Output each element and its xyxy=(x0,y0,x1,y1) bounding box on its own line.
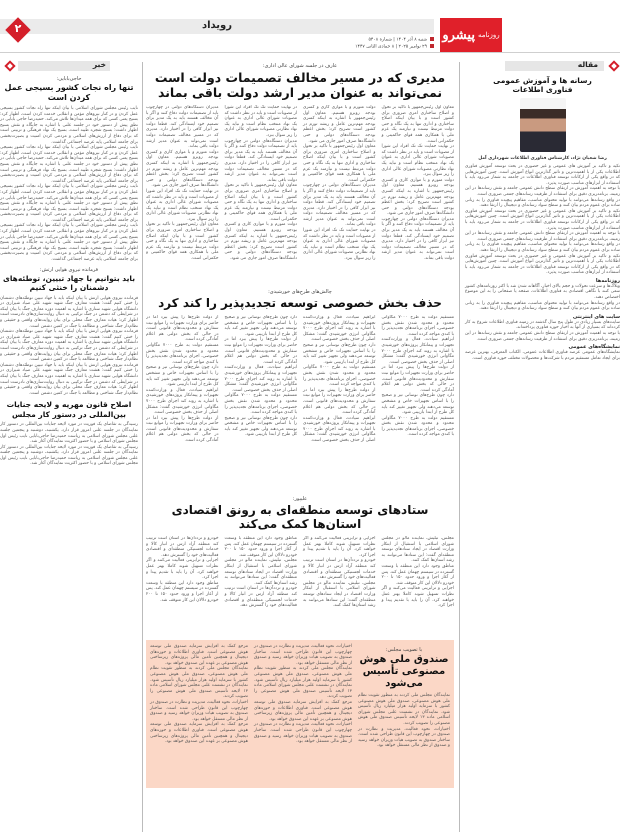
main-news-column xyxy=(146,60,454,837)
article-column xyxy=(465,60,620,837)
masthead-divider xyxy=(0,52,620,53)
bullet-square-icon xyxy=(430,44,434,48)
story-kicker: علیپور: xyxy=(292,496,308,502)
news-body: فرمانده نیروی هوایی ارتش با بیان اینکه باید با جهاد تبیین توطئه‌های دشمنان را خنثی کنیم گفت: هشت معارف جنگ شهید شهید علی صیاد شیرازی در دانشگاه هوایی شهید ستاری با اشاره به اهمیت دوره معارف جنگ با بیان اینکه در شرایطی که دشمن در جنگ ترکیبی به دنبال روایت‌سازی‌های نادرست است اظهار کرد: هیات معارف جنگ محلی برای بیان روایت‌های واقعی و حقیقی و نظام‌دار جنگ شناختی و مطالعه با جنگ در کمین دشمن است. xyxy=(0,295,138,329)
story-body xyxy=(146,105,454,283)
article-paragraph: تکیه و تاکید بر آموزش های عمومی و غیر حضوری در بحث توسعه آموزش فناوری اطلاعات یکی از با اهمیت‌ترین و تاثیر گذارترین انواع آموزش است. چنین آموزش‌هایی که در واقع یکی از ارکانات توسعه فناوری اطلاعات در جامعه به شمار می‌رود باید با استفاده از ابزارهای مناسب صورت پذیرد. xyxy=(465,208,620,231)
story-text-column: خودرو و ترددآن‌ها در استان است ترتیب کند منطقه آزاد ارس در انبار کالا و خدمات لجستیکی منطقه‌ای و اقتصادی فعالیت‌های خود را گسترش دهد. xyxy=(224,586,297,609)
article-paragraph: در واقع رسانه‌ها می‌توانند با تولید محتوای مناسب، مفاهیم پیچیده فناوری را به زبانی ساده برای عموم مردم بیان کنند و سطح سواد رسانه‌ای و دیجیتال را ارتقا دهند. xyxy=(465,300,620,312)
story-text-column: مناطق وجود دارد این منطقه با وسعت گسترده در سیستم چهمان عمل کند. پس از آغاز اجرا و ورود حدود ۱۵۰ تا ۲۰۰ خودرو دلالان این کار متوقف شد. xyxy=(146,580,219,603)
diamond-outline-icon xyxy=(608,60,620,72)
article-paragraph: با توجه به اهمیت آموزش در ارتقای سطح دانش عمومی جامعه و نقش رسانه‌ها در این زمینه، برنامه‌ریزی دقیق برای استفاده از ظرفیت رسانه‌های جمعی ضروری است. xyxy=(465,186,620,197)
story-text-column: مرجع کمک به افزایش سرمایه صندوق ملی توسعه هوش مصنوعی است. فناوری اطلاعات و حوزه‌های دیجیتال و همچنین تأمین مالی پروژه‌های زیرساختی هوش مصنوعی بر عهده این صندوق خواهد بود. xyxy=(150,722,248,745)
story-text-column: دارد چون طرح‌های نوسانی تیر و صحیح را با اساس تجهیزات خاص و مشخص توسعه می‌دهند ولی تجهیز تغییر کند باید کل طرح از ابتدا بازبینی شود. xyxy=(224,315,297,337)
story-headline[interactable]: حذف بخش خصوصی توسعه تجدیدپذیر را کند کرد xyxy=(158,296,442,310)
story-text-column: مدیران دستگاه‌های دولتی در چهارچوب باید از تصمیمات دولت دفاع کنند و اگر با آن مخالف هستند باید به یک مدیر برای تصمیم خود ایستادگی کند. قطعا دولت نیز ابزار کافی را در اختیار دارد. مدیری که در مسیر مخالف تصمیمات دولت است نمی‌تواند به عنوان مدیر ارشد دولت باقی بماند. xyxy=(146,105,219,150)
story-text-column: اختیارات، نحوه فعالیت، مدیریت و نظارت در صندوق در چهارچوب این قانون طراحی شده است. ساختار صندوق به تصویب هیات وزیران خواهد رسید و صندوق از نظر مالی مستقل خواهد بود. xyxy=(254,722,352,745)
story-text-column: در نهایت حمایت تک تک افراد این شورا از مصوبات است و باید در نظر داشت که مصوبات شورای عالی اداری به عنوان یک نهاد منتخب نظام است و نباید یک نهاد نظارتی مصوبات شورای عالی اداری را زیر سوال ببرد. xyxy=(381,144,454,178)
news-body: نایب رئیس مجلس شورای اسلامی با بیان اینکه تنها راه نجات کشور بسیجی عمل کردن و در کنار نیروهای مؤمن و انقلابی خدمت کردن است، اظهار کرد: بسیج یعنی کسی که برای همه میدان‌ها تلاش می‌کند. حمیدرضا حاجی بابایی در نطق پیش از دستور خود در جلسه علنی با اشاره به جایگاه و نقش بسیج اظهار داشت: بسیج شجره طیبه است، بسیج یک نهاد فرهنگی و تربیتی است که برای دفاع از ارزش‌های اسلامی و مردمی کردن امنیت و بصیرت‌بخشی برای جامعه اسلامی پایه عرصه اجتماعی گذاشت. xyxy=(0,106,138,145)
story-text-column: اجرایی و ترابرینی فعالیت می‌کنند و اگر نظرات تسهیل شوند کاملا بهتر عمل خواهند کرد. آن را باید با تقدیم پیدا و اجرا کرد. xyxy=(146,558,219,581)
story-text-column: از دولت طرح‌ها را پیش ببرد اما در حاضر برای وزارت تجهیزات را موانع نبت سفارش و محدودیت‌های قانونی است، در حالی که بخش دولتی هم اعلام آمادگی کرده است. xyxy=(146,415,219,444)
news-kicker: فرمانده نیروی هوایی ارتش: xyxy=(39,266,99,273)
news-headline[interactable]: اصلاح قانون مهریه و لایحه جنایات بین‌المللی در دستور کار مجلس xyxy=(6,400,132,419)
author-caption: رضا شعبان نژاد، کارشناس فناوری اطلاعات شهرداری آمل xyxy=(478,156,607,161)
story-text-column: از دولت طرح‌ها را پیش ببرد اما در حاضر برای وزارت تجهیزات را موانع نبت سفارش و محدودیت‌های قانونی است، در حالی که بخش دولتی هم اعلام آمادگی کرده است. xyxy=(224,337,297,365)
story-text-column: مناطق وجود دارد این منطقه با وسعت گسترده در سیستم چهمان عمل کند. پس از آغاز اجرا و ورود حدود ۱۵۰ تا ۲۰۰ خودرو دلالان این کار متوقف شد. xyxy=(381,563,454,586)
third-story xyxy=(146,496,454,636)
story-text-column: دولت متورم و با موازی کاری و کسری بودجه روبرو هستیم. معاون اول رئیس‌جمهور با اشاره به اینکه کسری بودجه مهم‌ترین عامل و ریشه تورم در کشور است تصریح کرد: بخش اعظم بودجه دستگاه‌های دولتی و حتی دانشگاه‌ها صرف امور جاری می شود. xyxy=(303,105,376,144)
article-headline[interactable]: رسانه ها و آموزش عمومی فناوری اطلاعات xyxy=(493,76,592,94)
article-subhead: نمایشگاه‌های عمومی xyxy=(568,344,620,351)
story-text-column: در نهایت حمایت تک تک افراد این شورا از مصوبات است و باید در نظر داشت که مصوبات شورای عالی اداری به عنوان یک نهاد منتخب نظام است و نباید یک نهاد نظارتی مصوبات شورای عالی اداری را زیر سوال ببرد. xyxy=(224,105,297,138)
story-text-column: دولت متورم و با موازی کاری و کسری بودجه روبرو هستیم. معاون اول رئیس‌جمهور با اشاره به اینکه کسری بودجه مهم‌ترین عامل و ریشه تورم در کشور است تصریح کرد: بخش اعظم بودجه دستگاه‌های دولتی و حتی دانشگاه‌ها صرف امور جاری می شود. xyxy=(146,149,219,189)
story-text-column: اختیارات، نحوه فعالیت، مدیریت و نظارت در صندوق در چهارچوب این قانون طراحی شده است. ساختار صندوق به تصویب هیات وزیران خواهد رسید و صندوق از نظر مالی مستقل خواهد بود. xyxy=(150,699,248,722)
section-header-article xyxy=(465,60,620,72)
story-headline[interactable]: صندوق ملی هوش مصنوعی تأسیس می‌شود xyxy=(359,654,449,689)
news-body: رسیدگی به تقاضای یک فوریت در مورد لایحه جنایات بین‌المللی در دستور کار نمایندگان در جلسه علنی امروز قرار دارد. یکشنبه، دوشنبه و پنجمین جلسه علنی مجلس شورای اسلامی به ریاست حمیدرضا حاجی‌بابایی نایب رئیس اول مجلس شورای اسلامی و با حضور اکثریت نمایندگان آغاز شد. xyxy=(0,444,138,467)
story-text-column: در نهایت حمایت تک تک افراد این شورا از مصوبات است و باید در نظر داشت که مصوبات شورای عالی اداری به عنوان یک نهاد منتخب نظام است و نباید یک نهاد نظارتی مصوبات شورای عالی اداری را زیر سوال ببرد. xyxy=(303,228,376,262)
story-text-column: مستقیم دولت به طرح ۷۰۰۰ مگاواتی محدود و محدود شدن نقش بخش خصوصی، اجرای برنامه‌های تجدیدپذیر را با کندی مواجه کرده است. xyxy=(381,415,454,438)
story-text-column: مستقیم دولت به طرح ۷۰۰۰ مگاواتی محدود و محدود شدن نقش بخش خصوصی، اجرای برنامه‌های تجدیدپذیر را با کندی مواجه کرده است. xyxy=(224,393,297,416)
logo-name: پیشرو xyxy=(442,27,475,43)
date-line-persian: شنبه ۸ آذر ۱۴۰۴ | شماره ۵۴۰۸ xyxy=(368,37,427,43)
story-text-column: مستقیم دولت به طرح ۷۰۰۰ مگاواتی محدود و محدود شدن نقش بخش خصوصی، اجرای برنامه‌های تجدیدپذیر را با کندی مواجه کرده است. xyxy=(146,342,219,365)
news-headline[interactable]: تنها راه نجات کشور بسیجی عمل کردن است xyxy=(4,83,134,102)
page-number-badge xyxy=(6,18,30,42)
story-text-column: اختیارات، نحوه فعالیت، مدیریت و نظارت در صندوق در چهارچوب این قانون طراحی شده است. ساختار صندوق به تصویب هیات وزیران خواهد رسید و صندوق از نظر مالی مستقل خواهد بود. xyxy=(254,644,352,666)
article-paragraph: تکیه و تاکید بر آموزش های عمومی و غیر حضوری در بحث توسعه آموزش فناوری اطلاعات یکی از با اهمیت‌ترین و تاثیر گذارترین انواع آموزش است. چنین آموزش‌هایی که در واقع یکی از ارکانات توسعه فناوری اطلاعات در جامعه به شمار می‌رود باید با استفاده از ابزارهای مناسب صورت پذیرد. xyxy=(465,164,620,186)
story-body xyxy=(146,315,454,490)
story-text-column: از دولت طرح‌ها را پیش ببرد اما در حاضر برای وزارت تجهیزات را موانع نبت سفارش و محدودیت‌های قانونی است، در حالی که بخش دولتی هم اعلام آمادگی کرده است. xyxy=(146,315,219,343)
story-headline[interactable]: مدیری که در مسیر مخالف تصمیمات دولت است نمی‌تواند به عنوان مدیر ارشد دولت باقی بماند xyxy=(154,70,446,100)
story-text-column: اجرایی و ترابرینی فعالیت می‌کنند و اگر نظرات تسهیل شوند کاملا بهتر عمل خواهند کرد. آن را باید با تقدیم پیدا و اجرا کرد. xyxy=(303,536,376,558)
story-text-column: معاون اول رئیس‌جمهور با تاکید بر تحول و اصلاح ساختاری امری ضروری برای کشور است و با بیان اینکه اصلاح ساختاری و اداری تنها به یک نگاه و حتی دولت مرتبط نیست و نیازمند یک عزم ملی با همکاری همه قوای حاکمیتی و حکمرانی است. xyxy=(146,222,219,262)
news-body: فرمانده نیروی هوایی ارتش با بیان اینکه باید با جهاد تبیین توطئه‌های دشمنان را خنثی کنیم گفت: هشت معارف جنگ شهید شهید علی صیاد شیرازی در دانشگاه هوایی شهید ستاری با اشاره به اهمیت دوره معارف جنگ با بیان اینکه در شرایطی که دشمن در جنگ ترکیبی به دنبال روایت‌سازی‌های نادرست است اظهار کرد: هیات معارف جنگ محلی برای بیان روایت‌های واقعی و حقیقی و نظام‌دار جنگ شناختی و مطالعه با جنگ در کمین دشمن است. xyxy=(0,362,138,396)
story-kicker: چالش‌های طرح‌های خورشیدی: xyxy=(268,289,332,295)
top-story xyxy=(146,63,454,283)
section-label: مقاله xyxy=(577,60,598,69)
pink-box-text xyxy=(254,644,352,749)
diamond-outline-icon xyxy=(4,60,16,72)
pink-box-headline-col xyxy=(358,644,450,749)
second-story xyxy=(146,289,454,490)
story-text-column: در نهایت حمایت تک تک افراد این شورا از مصوبات است و باید در نظر داشت که مصوبات شورای عالی اداری به عنوان یک نهاد منتخب نظام است و نباید یک نهاد نظارتی مصوبات شورای عالی اداری را زیر سوال ببرد. xyxy=(146,188,219,222)
date-line-gregorian: ۲۹ نوامبر ۲۰۲۵ | ۸ جمادی الثانی ۱۴۴۷ xyxy=(355,44,427,49)
story-text-column: ابراهیم سیادت، فعال و وزارت‌کننده تجهیزات و پیمانکار پروژه‌های خورشیدی با اشاره به روند کند اجرای طرح ۷۰۰۰ مگاواتی انرژی خورشیدی گفت: مشکل اصلی از حذف بخش خصوصی است. xyxy=(224,365,297,393)
page-number: ۲ xyxy=(14,22,22,35)
story-text-column: مجلس، تبلیش، نماینده مالو در مجلس شورای اسلامی با استقبال از ابتکار وزارت اقتصاد در ایجاد ستادهای توسعه منطقه‌ای گفت: این ستادها می‌توانند به رشد استان‌ها کمک کنند. xyxy=(224,558,297,586)
story-text-column: ابراهیم سیادت، فعال و وزارت‌کننده تجهیزات و پیمانکار پروژه‌های خورشیدی با اشاره به روند کند اجرای طرح ۷۰۰۰ مگاواتی انرژی خورشیدی گفت: مشکل اصلی از حذف بخش خصوصی است. xyxy=(303,315,376,343)
story-text-column: نمایندگان مجلس ملی کردند به منظور تقویت نظام ملی هوش مصنوعی، صندوق ملی هوش مصنوعی کشور با سرمایه اولیه هزار میلیارد ریال تأسیس شود. نمایندگان در نشست علنی مجلس شورای اسلامی ماده ۱۳ لایحه تأسیس صندوق ملی هوش مصنوعی را تصویب کردند. xyxy=(254,666,352,700)
story-text-column: دارد چون طرح‌های نوسانی تیر و صحیح را با اساس تجهیزات خاص و مشخص توسعه می‌دهند ولی تجهیز تغییر کند باید کل طرح از ابتدا بازبینی شود. xyxy=(381,393,454,416)
story-text-column: مدیران دستگاه‌های دولتی در چهارچوب باید از تصمیمات دولت دفاع کنند و اگر با آن مخالف هستند باید به یک مدیر برای تصمیم خود ایستادگی کند. قطعا دولت نیز ابزار کافی را در اختیار دارد. مدیری که در مسیر مخالف تصمیمات دولت است نمی‌تواند به عنوان مدیر ارشد دولت باقی بماند. xyxy=(381,216,454,262)
news-kicker: حاجی‌بابایی: xyxy=(56,76,82,82)
story-text-column: معاون اول رئیس‌جمهور با تاکید بر تحول و اصلاح ساختاری امری ضروری برای کشور است و با بیان اینکه اصلاح ساختاری و اداری تنها به یک نگاه و حتی دولت مرتبط نیست و نیازمند یک عزم ملی با همکاری همه قوای حاکمیتی و حکمرانی است. xyxy=(303,144,376,183)
story-text-column: مرجع کمک به افزایش سرمایه صندوق ملی توسعه هوش مصنوعی است. فناوری اطلاعات و حوزه‌های دیجیتال و همچنین تأمین مالی پروژه‌های زیرساختی هوش مصنوعی بر عهده این صندوق خواهد بود. xyxy=(254,699,352,722)
story-text-column: خودرو و ترددآن‌ها در استان است ترتیب کند منطقه آزاد ارس در انبار کالا و خدمات لجستیکی منطقه‌ای و اقتصادی فعالیت‌های خود را گسترش دهد. xyxy=(146,536,219,558)
article-paragraph: وبلاگ‌ها و سرعت تحولات و حجم بالای اخبار، آگاهانه شدن شد با اکثر روزنامه‌های کشور سعی کنند با نگاهی اقتصادی به فناوری اطلاعات، صفحه یا صفحاتی را به این موضوع اختصاص دهند. xyxy=(465,283,620,301)
section-title: رویداد xyxy=(201,20,233,31)
news-item xyxy=(0,267,138,397)
story-kicker: با تصویب مجلس: xyxy=(385,647,423,653)
story-text-column: ابراهیم سیادت، فعال و وزارت‌کننده تجهیزات و پیمانکار پروژه‌های خورشیدی با اشاره به روند کند اجرای طرح ۷۰۰۰ مگاواتی انرژی خورشیدی گفت: مشکل اصلی از حذف بخش خصوصی است. xyxy=(381,337,454,365)
newspaper-logo[interactable] xyxy=(440,18,502,52)
story-text-column: دولت متورم و با موازی کاری و کسری بودجه روبرو هستیم. معاون اول رئیس‌جمهور با اشاره به اینکه کسری بودجه مهم‌ترین عامل و ریشه تورم در کشور است تصریح کرد: بخش اعظم بودجه دستگاه‌های دولتی و حتی دانشگاه‌ها صرف امور جاری می شود. xyxy=(381,177,454,217)
article-subhead: روزنامه‌ها xyxy=(595,277,620,284)
ai-fund-box xyxy=(146,640,454,788)
news-body: رسیدگی به تقاضای یک فوریت در مورد لایحه جنایات بین‌المللی در دستور کار نمایندگان در جلسه علنی امروز قرار دارد. یکشنبه، دوشنبه و پنجمین جلسه علنی مجلس شورای اسلامی به ریاست حمیدرضا حاجی‌بابایی نایب رئیس اول مجلس شورای اسلامی و با حضور اکثریت نمایندگان آغاز شد. xyxy=(0,422,138,445)
column-divider xyxy=(459,62,460,832)
story-body xyxy=(146,536,454,636)
logo-prefix: روزنامه xyxy=(477,31,500,39)
news-body: نایب رئیس مجلس شورای اسلامی با بیان اینکه تنها راه نجات کشور بسیجی عمل کردن و در کنار نیروهای مؤمن و انقلابی خدمت کردن است، اظهار کرد: بسیج یعنی کسی که برای همه میدان‌ها تلاش می‌کند. حمیدرضا حاجی بابایی در نطق پیش از دستور خود در جلسه علنی با اشاره به جایگاه و نقش بسیج اظهار داشت: بسیج شجره طیبه است، بسیج یک نهاد فرهنگی و تربیتی است که برای دفاع از ارزش‌های اسلامی و مردمی کردن امنیت و بصیرت‌بخشی برای جامعه اسلامی پایه عرصه اجتماعی گذاشت. xyxy=(0,184,138,223)
article-paragraph: در واقع رسانه‌ها می‌توانند با تولید محتوای مناسب، مفاهیم پیچیده فناوری را به زبانی ساده برای عموم مردم بیان کنند و سطح سواد رسانه‌ای و دیجیتال را ارتقا دهند. xyxy=(465,242,620,253)
news-body: فرمانده نیروی هوایی ارتش با بیان اینکه باید با جهاد تبیین توطئه‌های دشمنان را خنثی کنیم گفت: هشت معارف جنگ شهید شهید علی صیاد شیرازی در دانشگاه هوایی شهید ستاری با اشاره به اهمیت دوره معارف جنگ با بیان اینکه در شرایطی که دشمن در جنگ ترکیبی به دنبال روایت‌سازی‌های نادرست است اظهار کرد: هیات معارف جنگ محلی برای بیان روایت‌های واقعی و حقیقی و نظام‌دار جنگ شناختی و مطالعه با جنگ در کمین دشمن است. xyxy=(0,329,138,363)
column-divider xyxy=(142,62,143,832)
story-text-column: مجلس، تبلیش، نماینده مالو در مجلس شورای اسلامی با استقبال از ابتکار وزارت اقتصاد در ایجاد ستادهای توسعه منطقه‌ای گفت: این ستادها می‌توانند به رشد استان‌ها کمک کنند. xyxy=(303,580,376,609)
story-text-column: مدیران دستگاه‌های دولتی در چهارچوب باید از تصمیمات دولت دفاع کنند و اگر با آن مخالف هستند باید به یک مدیر برای تصمیم خود ایستادگی کند. قطعا دولت نیز ابزار کافی را در اختیار دارد. مدیری که در مسیر مخالف تصمیمات دولت است نمی‌تواند به عنوان مدیر ارشد دولت باقی بماند. xyxy=(303,183,376,228)
story-text-column: نمایندگان مجلس ملی کردند به منظور تقویت نظام ملی هوش مصنوعی، صندوق ملی هوش مصنوعی کشور با سرمایه اولیه هزار میلیارد ریال تأسیس شود. نمایندگان در نشست علنی مجلس شورای اسلامی ماده ۱۳ لایحه تأسیس صندوق ملی هوش مصنوعی را تصویب کردند. xyxy=(358,693,450,726)
news-headline[interactable]: باید بتوانیم با جهاد تبیین، توطئه‌های دشمنان را خنثی کنیم xyxy=(2,273,136,293)
story-text-column: از دولت طرح‌ها را پیش ببرد اما در حاضر برای وزارت تجهیزات را موانع نبت سفارش و محدودیت‌های قانونی است، در حالی که بخش دولتی هم اعلام آمادگی کرده است. xyxy=(303,387,376,416)
article-paragraph: سایت‌های بسیار زیادی در طول پنج سال گذشته در زمینه فناوری اطلاعات شروع به کار کرده‌اند که بسیاری از آنها به اخبار حوزه فناوری پرداخته‌اند. xyxy=(465,319,620,331)
section-label: خبر xyxy=(92,60,106,69)
story-text-column: مدیران دستگاه‌های دولتی در چهارچوب باید از تصمیمات دولت دفاع کنند و اگر با آن مخالف هستند باید به یک مدیر برای تصمیم خود ایستادگی کند. قطعا دولت نیز ابزار کافی را در اختیار دارد. مدیری که در مسیر مخالف تصمیمات دولت است نمی‌تواند به عنوان مدیر ارشد دولت باقی بماند. xyxy=(224,138,297,183)
author-photo xyxy=(520,98,566,152)
news-item xyxy=(0,76,138,263)
story-kicker: عارف در جلسه شورای عالی اداری: xyxy=(262,63,338,69)
news-item xyxy=(0,400,138,467)
article-paragraph: با توجه به اهمیت آموزش در ارتقای سطح دانش عمومی جامعه و نقش رسانه‌ها در این زمینه، برنامه‌ریزی دقیق برای استفاده از ظرفیت رسانه‌های جمعی ضروری است. xyxy=(465,231,620,242)
date-block xyxy=(355,37,434,50)
article-paragraph: با توجه به اهمیت آموزش در ارتقای سطح دانش عمومی جامعه و نقش رسانه‌ها در این زمینه، برنامه‌ریزی دقیق برای استفاده از ظرفیت رسانه‌های جمعی ضروری است. xyxy=(465,331,620,342)
story-text-column: نمایندگان مجلس ملی کردند به منظور تقویت نظام ملی هوش مصنوعی، صندوق ملی هوش مصنوعی کشور با سرمایه اولیه هزار میلیارد ریال تأسیس شود. نمایندگان در نشست علنی مجلس شورای اسلامی ماده ۱۳ لایحه تأسیس صندوق ملی هوش مصنوعی را تصویب کردند. xyxy=(150,666,248,700)
section-header-news xyxy=(0,60,138,72)
story-text-column: ابراهیم سیادت، فعال و وزارت‌کننده تجهیزات و پیمانکار پروژه‌های خورشیدی با اشاره به روند کند اجرای طرح ۷۰۰۰ مگاواتی انرژی خورشیدی گفت: مشکل اصلی از حذف بخش خصوصی است. xyxy=(303,415,376,444)
article-paragraph: در واقع رسانه‌ها می‌توانند با تولید محتوای مناسب، مفاهیم پیچیده فناوری را به زبانی ساده برای عموم مردم بیان کنند و سطح سواد رسانه‌ای و دیجیتال را ارتقا دهند. xyxy=(465,197,620,209)
article-paragraph: تکیه و تاکید بر آموزش های عمومی و غیر حضوری در بحث توسعه آموزش فناوری اطلاعات یکی از با اهمیت‌ترین و تاثیر گذارترین انواع آموزش است. چنین آموزش‌هایی که در واقع یکی از ارکانات توسعه فناوری اطلاعات در جامعه به شمار می‌رود باید با استفاده از ابزارهای مناسب صورت پذیرد. xyxy=(465,253,620,276)
pink-box-text xyxy=(150,644,248,749)
story-text-column: مرجع کمک به افزایش سرمایه صندوق ملی توسعه هوش مصنوعی است. فناوری اطلاعات و حوزه‌های دیجیتال و همچنین تأمین مالی پروژه‌های زیرساختی هوش مصنوعی بر عهده این صندوق خواهد بود. xyxy=(150,644,248,666)
story-text-column: مستقیم دولت به طرح ۷۰۰۰ مگاواتی محدود و محدود شدن نقش بخش خصوصی، اجرای برنامه‌های تجدیدپذیر را با کندی مواجه کرده است. xyxy=(303,365,376,388)
news-column xyxy=(0,60,138,837)
story-text-column: ابراهیم سیادت، فعال و وزارت‌کننده تجهیزات و پیمانکار پروژه‌های خورشیدی با اشاره به روند کند اجرای طرح ۷۰۰۰ مگاواتی انرژی خورشیدی گفت: مشکل اصلی از حذف بخش خصوصی است. xyxy=(146,387,219,416)
story-text-column: معاون اول رئیس‌جمهور با تاکید بر تحول و اصلاح ساختاری امری ضروری برای کشور است و با بیان اینکه اصلاح ساختاری و اداری تنها به یک نگاه و حتی دولت مرتبط نیست و نیازمند یک عزم ملی با همکاری همه قوای حاکمیتی و حکمرانی است. xyxy=(224,183,297,222)
masthead xyxy=(0,18,620,54)
story-text-column: دارد چون طرح‌های نوسانی تیر و صحیح را با اساس تجهیزات خاص و مشخص توسعه می‌دهند ولی تجهیز تغییر کند باید کل طرح از ابتدا بازبینی شود. xyxy=(224,415,297,438)
story-headline[interactable]: ستادهای توسعه منطقه‌ای به رونق اقتصادی استان‌ها کمک می‌کند xyxy=(171,503,429,531)
story-text-column: خودرو و ترددآن‌ها در استان است ترتیب کند منطقه آزاد ارس در انبار کالا و خدمات لجستیکی منطقه‌ای و اقتصادی فعالیت‌های خود را گسترش دهد. xyxy=(303,558,376,581)
story-text-column: اختیارات، نحوه فعالیت، مدیریت و نظارت در صندوق در چهارچوب این قانون طراحی شده است. ساختار صندوق به تصویب هیات وزیران خواهد رسید و صندوق از نظر مالی مستقل خواهد بود. xyxy=(358,726,450,749)
story-text-column: دارد چون طرح‌های نوسانی تیر و صحیح را با اساس تجهیزات خاص و مشخص توسعه می‌دهند ولی تجهیز تغییر کند باید کل طرح از ابتدا بازبینی شود. xyxy=(146,365,219,388)
story-text-column: مناطق وجود دارد این منطقه با وسعت گسترده در سیستم چهمان عمل کند. پس از آغاز اجرا و ورود حدود ۱۵۰ تا ۲۰۰ خودرو دلالان این کار متوقف شد. xyxy=(224,536,297,558)
bullet-square-icon xyxy=(430,37,434,41)
article-paragraph: نمایشگاه‌های عمومی عرصه فناوری اطلاعات عمومی، الکتاب المعرفی، بهترین عرصه برای ایجاد تعامل مستقیم مردم با شرکت‌ها و محصولات مختلف حوزه فناوری است. xyxy=(465,350,620,361)
story-text-column: اجرایی و ترابرینی فعالیت می‌کنند و اگر نظرات تسهیل شوند کاملا بهتر عمل خواهند کرد. آن را باید با تقدیم پیدا و اجرا کرد. xyxy=(381,586,454,609)
story-text-column: دارد چون طرح‌های نوسانی تیر و صحیح را با اساس تجهیزات خاص و مشخص توسعه می‌دهند ولی تجهیز تغییر کند باید کل طرح از ابتدا بازبینی شود. xyxy=(303,342,376,365)
story-text-column: از دولت طرح‌ها را پیش ببرد اما در حاضر برای وزارت تجهیزات را موانع نبت سفارش و محدودیت‌های قانونی است، در حالی که بخش دولتی هم اعلام آمادگی کرده است. xyxy=(381,365,454,393)
news-body: نایب رئیس مجلس شورای اسلامی با بیان اینکه تنها راه نجات کشور بسیجی عمل کردن و در کنار نیروهای مؤمن و انقلابی خدمت کردن است، اظهار کرد: بسیج یعنی کسی که برای همه میدان‌ها تلاش می‌کند. حمیدرضا حاجی بابایی در نطق پیش از دستور خود در جلسه علنی با اشاره به جایگاه و نقش بسیج اظهار داشت: بسیج شجره طیبه است، بسیج یک نهاد فرهنگی و تربیتی است که برای دفاع از ارزش‌های اسلامی و مردمی کردن امنیت و بصیرت‌بخشی برای جامعه اسلامی پایه عرصه اجتماعی گذاشت. xyxy=(0,145,138,184)
story-text-column: مجلس، تبلیش، نماینده مالو در مجلس شورای اسلامی با استقبال از ابتکار وزارت اقتصاد در ایجاد ستادهای توسعه منطقه‌ای گفت: این ستادها می‌توانند به رشد استان‌ها کمک کنند. xyxy=(381,536,454,564)
news-body: نایب رئیس مجلس شورای اسلامی با بیان اینکه تنها راه نجات کشور بسیجی عمل کردن و در کنار نیروهای مؤمن و انقلابی خدمت کردن است، اظهار کرد: بسیج یعنی کسی که برای همه میدان‌ها تلاش می‌کند. حمیدرضا حاجی بابایی در نطق پیش از دستور خود در جلسه علنی با اشاره به جایگاه و نقش بسیج اظهار داشت: بسیج شجره طیبه است، بسیج یک نهاد فرهنگی و تربیتی است که برای دفاع از ارزش‌های اسلامی و مردمی کردن امنیت و بصیرت‌بخشی برای جامعه اسلامی پایه عرصه اجتماعی گذاشت. xyxy=(0,223,138,263)
story-text-column: معاون اول رئیس‌جمهور با تاکید بر تحول و اصلاح ساختاری امری ضروری برای کشور است و با بیان اینکه اصلاح ساختاری و اداری تنها به یک نگاه و حتی دولت مرتبط نیست و نیازمند یک عزم ملی با همکاری همه قوای حاکمیتی و حکمرانی است. xyxy=(381,105,454,144)
article-subhead: سایت های اینترنتی xyxy=(572,313,620,320)
story-text-column: دولت متورم و با موازی کاری و کسری بودجه روبرو هستیم. معاون اول رئیس‌جمهور با اشاره به اینکه کسری بودجه مهم‌ترین عامل و ریشه تورم در کشور است تصریح کرد: بخش اعظم بودجه دستگاه‌های دولتی و حتی دانشگاه‌ها صرف امور جاری می شود. xyxy=(224,222,297,262)
section-title-bar xyxy=(0,19,434,34)
story-text-column: مستقیم دولت به طرح ۷۰۰۰ مگاواتی محدود و محدود شدن نقش بخش خصوصی، اجرای برنامه‌های تجدیدپذیر را با کندی مواجه کرده است. xyxy=(381,315,454,337)
